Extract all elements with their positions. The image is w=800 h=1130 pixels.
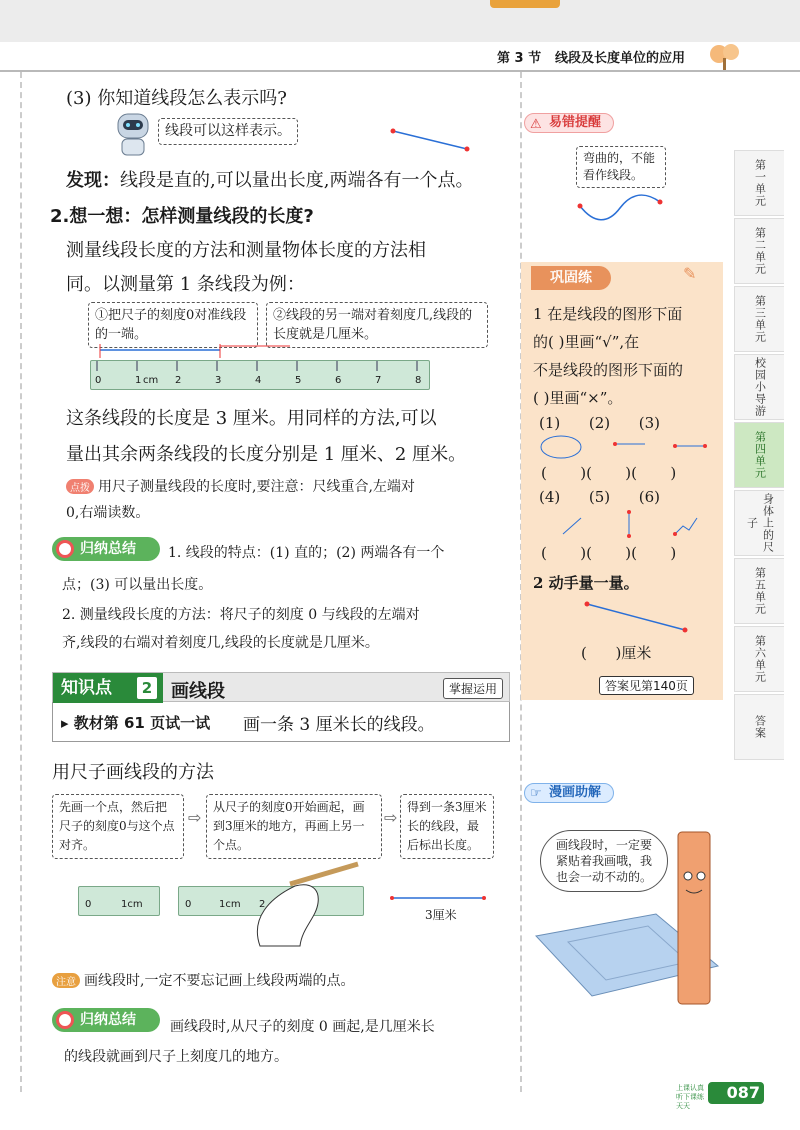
- tip-line-2: 0,右端读数。: [66, 505, 150, 521]
- hand-with-pencil: [240, 858, 370, 948]
- try-ref: ▸ 教材第 61 页试一试: [61, 714, 211, 732]
- comic-ruler-character: [528, 816, 728, 1006]
- drawn-segment: [388, 892, 488, 904]
- mastery-tag: 掌握运用: [443, 678, 503, 699]
- measure-segment: [581, 600, 691, 636]
- arrow-icon: ⇨: [384, 808, 398, 827]
- practice-q1-line-2: 的( )里画“√”,在: [533, 333, 640, 351]
- answer-ref: 答案见第140页: [599, 676, 694, 695]
- discovery-text: 线段是直的,可以量出长度,两端各有一个点。: [120, 170, 474, 191]
- summary-1-line-1: 1. 线段的特点：(1) 直的；(2) 两端各有一个: [168, 545, 445, 561]
- ruler-b-1: 1cm: [219, 899, 241, 910]
- ruler-b-2: 2: [259, 899, 266, 910]
- tab-unit-3[interactable]: 第三单元: [734, 286, 784, 352]
- summary-1-label: 归纳总结: [52, 537, 160, 561]
- answer-blank[interactable]: ( )厘米: [581, 644, 652, 662]
- section-number: 第 3 节: [497, 51, 542, 66]
- tree-icon: [705, 42, 745, 70]
- draw-step-3: 得到一条3厘米长的线段，最后标出长度。: [400, 794, 494, 859]
- tick-0: 0: [95, 375, 102, 386]
- caution: [52, 970, 354, 990]
- measure-line: [90, 342, 430, 360]
- tick-cm: cm: [143, 375, 159, 386]
- section-title: 线段及长度单位的应用: [555, 51, 686, 66]
- practice-label: 巩固练: [531, 266, 611, 290]
- tick-6: 6: [335, 375, 342, 386]
- hand-icon: ☞: [530, 786, 542, 801]
- caution-badge: 注意: [52, 973, 80, 988]
- tab-unit-1[interactable]: 第一单元: [734, 150, 784, 216]
- summary-1-line-4: 齐,线段的右端对着刻度几,线段的长度就是几厘米。: [62, 635, 379, 651]
- tip-badge: 点拨: [66, 479, 94, 494]
- tab-body-ruler[interactable]: 身体上的尺子: [734, 490, 784, 556]
- tick-2: 2: [175, 375, 182, 386]
- summary-1-line-3: 2. 测量线段长度的方法：将尺子的刻度 0 与线段的左端对: [62, 607, 420, 623]
- tick-7: 7: [375, 375, 382, 386]
- tip-line-1: [66, 476, 415, 496]
- summary-2-line-1: 画线段时,从尺子的刻度 0 画起,是几厘米长: [170, 1019, 435, 1035]
- mistake-label: ⚠ 易错提醒: [524, 113, 614, 133]
- think-body-1: 测量线段长度的方法和测量物体长度的方法相: [66, 240, 426, 261]
- page-header: [0, 42, 800, 72]
- summary-2-line-2: 的线段就画到尺子上刻度几的地方。: [64, 1049, 288, 1065]
- try-text: 画一条 3 厘米长的线段。: [243, 715, 435, 735]
- summary-2-label: 归纳总结: [52, 1008, 160, 1032]
- ruler-a-0: 0: [85, 899, 92, 910]
- comic-label: ☞ 漫画助解: [524, 783, 614, 803]
- tick-4: 4: [255, 375, 262, 386]
- practice-q2: 2 动手量一量。: [533, 574, 639, 592]
- practice-row-2: (4) (5) (6): [539, 488, 660, 506]
- practice-q1-line-4: ( )里画“×”。: [533, 389, 623, 407]
- practice-q1: [533, 300, 719, 412]
- think-body-2: 同。以测量第 1 条线段为例：: [66, 274, 305, 295]
- tab-unit-2[interactable]: 第二单元: [734, 218, 784, 284]
- tick-5: 5: [295, 375, 302, 386]
- caution-text: 画线段时,一定不要忘记画上线段两端的点。: [84, 973, 355, 989]
- ruler-1: [90, 360, 430, 390]
- tab-campus-guide[interactable]: 校园小导游: [734, 354, 784, 420]
- robot-icon: [108, 108, 158, 158]
- warning-icon: ⚠: [530, 117, 542, 132]
- segment-example: [385, 125, 475, 155]
- tab-answers[interactable]: 答案: [734, 694, 784, 760]
- knowledge-number: 2: [137, 677, 157, 699]
- summary-1-line-2: 点；(3) 可以量出长度。: [62, 577, 213, 593]
- think-title: 2.想一想：怎样测量线段的长度?: [50, 206, 314, 227]
- step-1-box: ①把尺子的刻度0对准线段的一端。: [88, 302, 258, 348]
- comic-speech: 画线段时，一定要紧贴着我画哦，我也会一动不动的。: [540, 830, 668, 892]
- target-icon: [56, 1011, 74, 1029]
- page-slogan: 上课认真听下课练天天: [676, 1084, 704, 1110]
- pencil-icon: ✎: [683, 264, 697, 283]
- practice-q1-line-1: 1 在是线段的图形下面: [533, 305, 683, 323]
- practice-q1-line-3: 不是线段的图形下面的: [533, 361, 684, 379]
- length-label: 3厘米: [425, 908, 457, 922]
- tab-unit-5[interactable]: 第五单元: [734, 558, 784, 624]
- question-3: (3) 你知道线段怎么表示吗?: [66, 88, 287, 109]
- draw-step-2: 从尺子的刻度0开始画起，画到3厘米的地方，再画上另一个点。: [206, 794, 382, 859]
- discovery-label: 发现：: [66, 170, 120, 191]
- knowledge-title: 画线段: [171, 681, 225, 702]
- arrow-icon: ⇨: [188, 808, 202, 827]
- tab-unit-4[interactable]: 第四单元: [734, 422, 784, 488]
- practice-paren-2[interactable]: ( )( )( ): [541, 544, 677, 562]
- ruler-b-0: 0: [185, 899, 192, 910]
- page-number: 087: [708, 1082, 764, 1104]
- top-band: [0, 0, 800, 42]
- tick-8: 8: [415, 375, 422, 386]
- draw-step-1: 先画一个点，然后把尺子的刻度0与这个点对齐。: [52, 794, 184, 859]
- curve-example: [574, 188, 668, 226]
- draw-title: 用尺子画线段的方法: [52, 762, 214, 783]
- shapes-row-1: [535, 432, 715, 462]
- discovery: [66, 166, 473, 192]
- ruler-a-1: 1cm: [121, 899, 143, 910]
- tab-unit-6[interactable]: 第六单元: [734, 626, 784, 692]
- knowledge-point-bar: [52, 672, 510, 702]
- practice-paren-1[interactable]: ( )( )( ): [541, 464, 677, 482]
- tick-1: 1: [135, 375, 142, 386]
- shapes-row-2: [535, 506, 715, 542]
- try-row: [52, 702, 510, 742]
- tip-text-1: 用尺子测量线段的长度时,要注意：尺线重合,左端对: [98, 479, 415, 495]
- chapter-tabs: [734, 150, 790, 762]
- ruler-a: [78, 886, 160, 916]
- knowledge-badge: 知识点 2: [53, 673, 163, 703]
- result-line-2: 量出其余两条线段的长度分别是 1 厘米、2 厘米。: [66, 444, 467, 465]
- result-line-1: 这条线段的长度是 3 厘米。用同样的方法,可以: [66, 408, 437, 429]
- mistake-note: 弯曲的，不能看作线段。: [576, 146, 666, 188]
- target-icon: [56, 540, 74, 558]
- speech-bubble: 线段可以这样表示。: [158, 118, 298, 145]
- practice-row-1: (1) (2) (3): [539, 414, 660, 432]
- practice-panel: [521, 262, 723, 700]
- step-2-box: ②线段的另一端对着刻度几,线段的长度就是几厘米。: [266, 302, 488, 348]
- tick-3: 3: [215, 375, 222, 386]
